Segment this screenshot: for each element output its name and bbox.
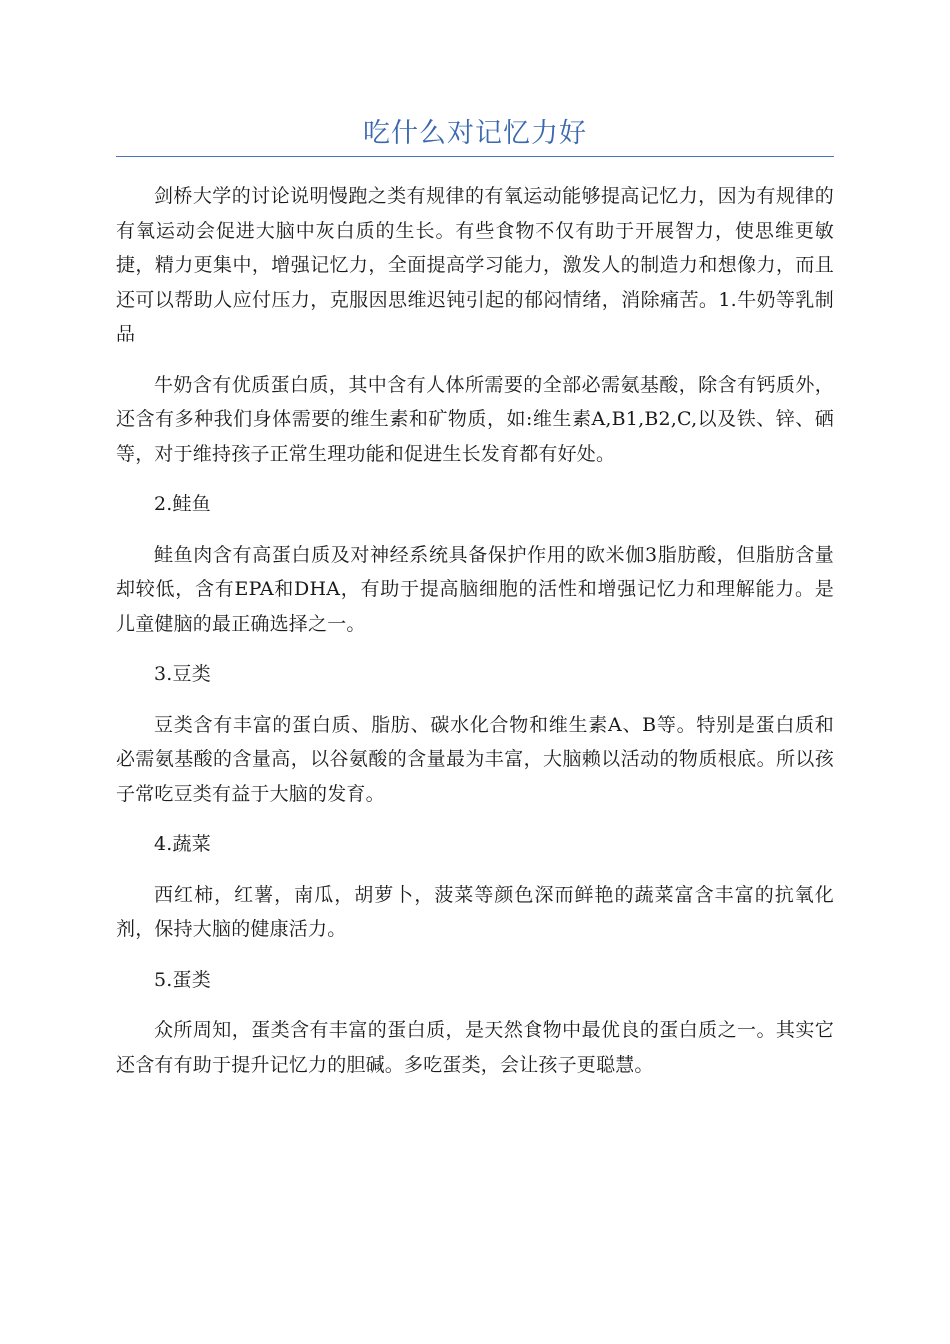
- document-title: 吃什么对记忆力好: [363, 118, 587, 149]
- section-heading-eggs: 5.蛋类: [154, 968, 211, 991]
- title-underline: [116, 156, 834, 157]
- section-heading-salmon: 2.鲑鱼: [154, 493, 211, 515]
- section-heading-vegetables: 4.蔬菜: [154, 833, 211, 855]
- section-heading-beans: 3.豆类: [154, 663, 211, 685]
- milk-paragraph: 牛奶含有优质蛋白质，其中含有人体所需要的全部必需氨基酸，除含有钙质外，还含有多种我们身体需要的维生素和矿物质，如:维生素A,B1,B2,C,以及铁、锌、硒等，对于维持孩子正常生理功能和促进生长发育都有好处。: [116, 373, 834, 465]
- eggs-paragraph: 众所周知，蛋类含有丰富的蛋白质，是天然食物中最优良的蛋白质之一。其实它还含有有助于提升记忆力的胆碱。多吃蛋类，会让孩子更聪慧。: [116, 1019, 834, 1076]
- salmon-paragraph: 鲑鱼肉含有高蛋白质及对神经系统具备保护作用的欧米伽3脂肪酸，但脂肪含量却较低，含有EPA和DHA，有助于提高脑细胞的活性和增强记忆力和理解能力。是儿童健脑的最正确选择之一。: [116, 543, 834, 635]
- document-page: [116, 112, 834, 1082]
- beans-paragraph: 豆类含有丰富的蛋白质、脂肪、碳水化合物和维生素A、B等。特别是蛋白质和必需氨基酸的含量高，以谷氨酸的含量最为丰富，大脑赖以活动的物质根底。所以孩子常吃豆类有益于大脑的发育。: [116, 713, 834, 805]
- intro-paragraph: 剑桥大学的讨论说明慢跑之类有规律的有氧运动能够提高记忆力，因为有规律的有氧运动会促进大脑中灰白质的生长。有些食物不仅有助于开展智力，使思维更敏捷，精力更集中，增强记忆力，全面提高学习能力，激发人的制造力和想像力，而且还可以帮助人应付压力，克服因思维迟钝引起的郁闷情绪，消除痛苦。1.牛奶等乳制品: [116, 185, 834, 345]
- vegetables-paragraph: 西红柿，红薯，南瓜，胡萝卜，菠菜等颜色深而鲜艳的蔬菜富含丰富的抗氧化剂，保持大脑的健康活力。: [116, 883, 834, 940]
